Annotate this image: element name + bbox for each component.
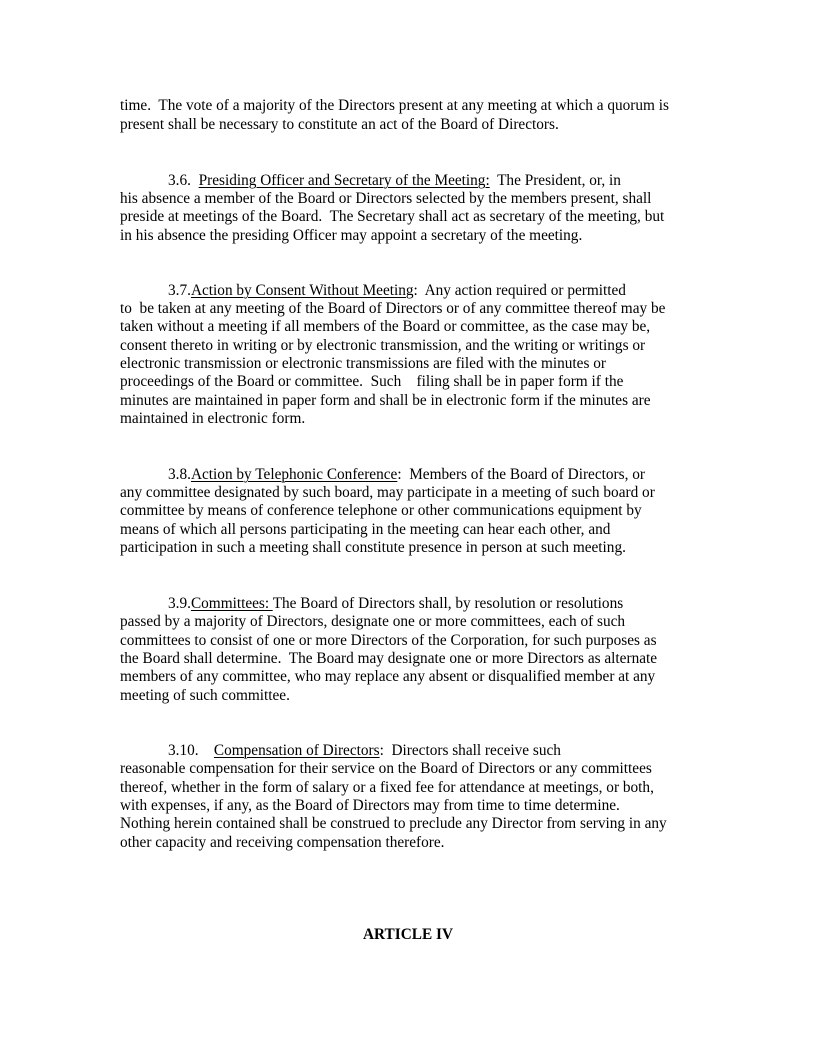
paragraph-line: consent thereto in writing or by electronic transmission, and the writing or writings or [120, 337, 646, 354]
paragraph-line: present shall be necessary to constitute an act of the Board of Directors. [120, 116, 559, 133]
section-heading: Action by Consent Without Meeting [190, 282, 414, 299]
paragraph-line: with expenses, if any, as the Board of Directors may from time to time determine. [120, 797, 620, 814]
paragraph-line: maintained in electronic form. [120, 410, 306, 427]
section-heading: Action by Telephonic Conference [190, 466, 398, 483]
paragraph-line: the Board shall determine. The Board may designate one or more Directors as alternate [120, 650, 658, 667]
paragraph-line: committee by means of conference telephone or other communications equipment by [120, 502, 642, 519]
paragraph-line: taken without a meeting if all members of the Board or committee, as the case may be, [120, 318, 651, 335]
paragraph-line: other capacity and receiving compensation therefore. [120, 834, 445, 851]
section-text: The Board of Directors shall, by resolution or resolutions [272, 595, 624, 612]
section-number: 3.9. [168, 595, 191, 612]
paragraph-line: participation in such a meeting shall constitute presence in person at such meeting. [120, 539, 626, 556]
article-heading: ARTICLE IV [363, 926, 453, 943]
paragraph-line: electronic transmission or electronic transmissions are filed with the minutes or [120, 355, 606, 372]
paragraph-line: any committee designated by such board, may participate in a meeting of such board or [120, 484, 655, 501]
paragraph-line: thereof, whether in the form of salary or a fixed fee for attendance at meetings, or both, [120, 779, 654, 796]
section-text: : Members of the Board of Directors, or [397, 466, 645, 483]
section-heading: Compensation of Directors [213, 742, 380, 759]
section-number: 3.6. [168, 172, 199, 189]
section-3-6-heading-line [168, 172, 621, 190]
paragraph-line: passed by a majority of Directors, designate one or more committees, each of such [120, 613, 626, 630]
paragraph-line: meeting of such committee. [120, 687, 290, 704]
section-3-8-heading-line [168, 466, 645, 484]
section-text: The President, or, in [489, 172, 621, 189]
section-number: 3.8. [168, 466, 191, 483]
paragraph-line: Nothing herein contained shall be construed to preclude any Director from serving in any [120, 815, 667, 832]
paragraph-line: means of which all persons participating in the meeting can hear each other, and [120, 521, 611, 538]
paragraph-line: committees to consist of one or more Directors of the Corporation, for such purposes as [120, 632, 657, 649]
paragraph-line: time. The vote of a majority of the Directors present at any meeting at which a quorum is [120, 97, 669, 114]
paragraph-line: in his absence the presiding Officer may appoint a secretary of the meeting. [120, 227, 583, 244]
section-text: : Directors shall receive such [379, 742, 561, 759]
section-text: : Any action required or permitted [413, 282, 626, 299]
section-3-7-heading-line [168, 282, 626, 300]
paragraph-line: members of any committee, who may replace any absent or disqualified member at any [120, 668, 656, 685]
paragraph-line: to be taken at any meeting of the Board of Directors or of any committee thereof may be [120, 300, 666, 317]
paragraph-line: his absence a member of the Board or Directors selected by the members present, shall [120, 190, 652, 207]
section-heading: Presiding Officer and Secretary of the Meeting: [198, 172, 490, 189]
section-number: 3.10. [168, 742, 214, 759]
section-number: 3.7. [168, 282, 191, 299]
section-heading: Committees: [190, 595, 273, 612]
paragraph-line: reasonable compensation for their service on the Board of Directors or any committees [120, 760, 652, 777]
paragraph-line: proceedings of the Board or committee. Such filing shall be in paper form if the [120, 373, 624, 390]
paragraph-line: preside at meetings of the Board. The Secretary shall act as secretary of the meeting, but [120, 208, 665, 225]
section-3-9-heading-line [168, 595, 623, 613]
section-3-10-heading-line [168, 742, 561, 760]
paragraph-line: minutes are maintained in paper form and shall be in electronic form if the minutes are [120, 392, 651, 409]
